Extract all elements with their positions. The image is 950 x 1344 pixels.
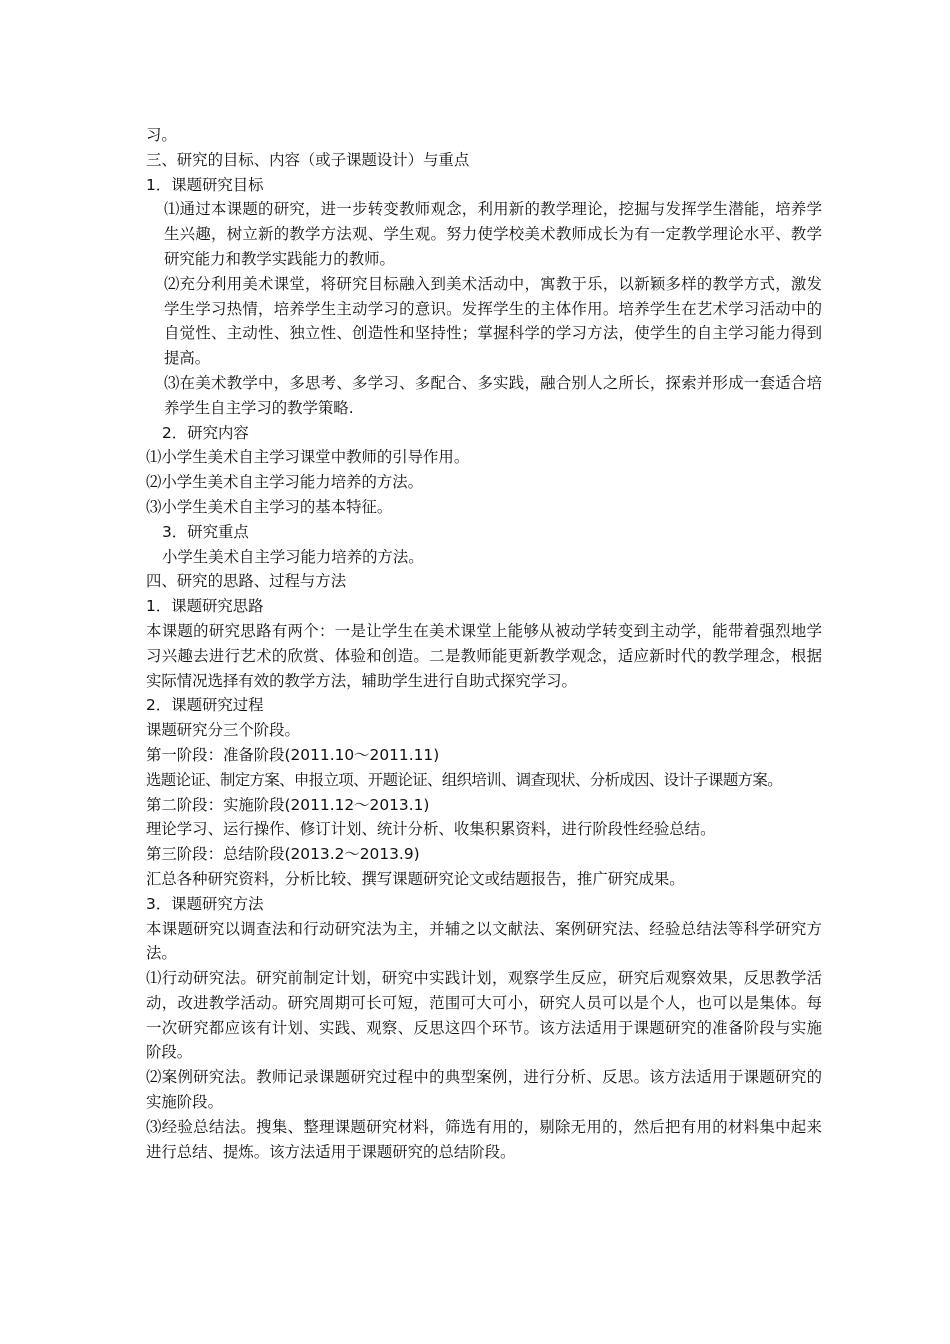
- section-heading: 三、研究的目标、内容（或子课题设计）与重点: [146, 150, 470, 169]
- paragraph: 本课题研究以调查法和行动研究法为主，并辅之以文献法、案例研究法、经验总结法等科学研究方法。: [146, 919, 822, 963]
- stage-heading: 第三阶段：总结阶段(2013.2～2013.9): [146, 845, 420, 864]
- paragraph: ⑶经验总结法。搜集、整理课题研究材料，筛选有用的，剔除无用的，然后把有用的材料集中起来进行总结、提炼。该方法适用于课题研究的总结阶段。: [146, 1117, 822, 1161]
- list-item: ⑵小学生美术自主学习能力培养的方法。: [146, 473, 424, 492]
- paragraph: ⑵充分利用美术课堂，将研究目标融入到美术活动中，寓教于乐，以新颖多样的教学方式，激发学生学习热情，培养学生主动学习的意识。发挥学生的主体作用。培养学生在艺术学习活动中的自觉性、主动性、独立性、创造性和坚持性；掌握科学的学习方法，使学生的自主学习能力得到提高。: [164, 274, 822, 368]
- text-line: 小学生美术自主学习能力培养的方法。: [162, 547, 424, 566]
- text-line: 理论学习、运行操作、修订计划、统计分析、收集积累资料，进行阶段性经验总结。: [146, 820, 716, 839]
- paragraph: ⑴行动研究法。研究前制定计划，研究中实践计划，观察学生反应，研究后观察效果，反思教学活动，改进教学活动。研究周期可长可短，范围可大可小，研究人员可以是个人，也可以是集体。每一次研究都应该有计划、实践、观察、反思这四个环节。该方法适用于课题研究的准备阶段与实施阶段。: [146, 969, 822, 1062]
- subsection-heading: 2．课题研究过程: [146, 696, 264, 715]
- subsection-heading: 2．研究内容: [162, 423, 249, 442]
- section-heading: 四、研究的思路、过程与方法: [146, 572, 347, 591]
- text-line: 课题研究分三个阶段。: [146, 721, 300, 740]
- subsection-heading: 3．课题研究方法: [146, 894, 264, 913]
- subsection-heading: 1．课题研究目标: [146, 175, 264, 194]
- stage-heading: 第一阶段：准备阶段(2011.10～2011.11): [146, 745, 440, 764]
- text-line: 习。: [146, 126, 177, 144]
- stage-heading: 第二阶段：实施阶段(2011.12～2013.1): [146, 795, 430, 814]
- paragraph: 本课题的研究思路有两个：一是让学生在美术课堂上能够从被动学转变到主动学，能带着强烈地学习兴趣去进行艺术的欣赏、体验和创造。二是教师能更新教学观念，适应新时代的教学理念，根据实际情况选择有效的教学方法，辅助学生进行自助式探究学习。: [146, 621, 822, 690]
- text-line: 汇总各种研究资料，分析比较、撰写课题研究论文或结题报告，推广研究成果。: [146, 869, 685, 888]
- paragraph: ⑶在美术教学中，多思考、多学习、多配合、多实践，融合别人之所长，探索并形成一套适合培养学生自主学习的教学策略.: [164, 373, 822, 417]
- list-item: ⑶小学生美术自主学习的基本特征。: [146, 497, 393, 516]
- paragraph: ⑴通过本课题的研究，进一步转变教师观念，利用新的教学理论，挖掘与发挥学生潜能，培养学生兴趣，树立新的教学方法观、学生观。努力使学校美术教师成长为有一定教学理论水平、教学研究能力和教学实践能力的教师。: [164, 200, 822, 268]
- subsection-heading: 1．课题研究思路: [146, 597, 264, 616]
- text-line: 选题论证、制定方案、申报立项、开题论证、组织培训、调查现状、分析成因、设计子课题方案。: [146, 770, 782, 789]
- subsection-heading: 3．研究重点: [162, 522, 249, 541]
- list-item: ⑴小学生美术自主学习课堂中教师的引导作用。: [146, 448, 470, 467]
- paragraph: ⑵案例研究法。教师记录课题研究过程中的典型案例，进行分析、反思。该方法适用于课题研究的实施阶段。: [146, 1068, 822, 1112]
- document-body: [146, 123, 822, 1164]
